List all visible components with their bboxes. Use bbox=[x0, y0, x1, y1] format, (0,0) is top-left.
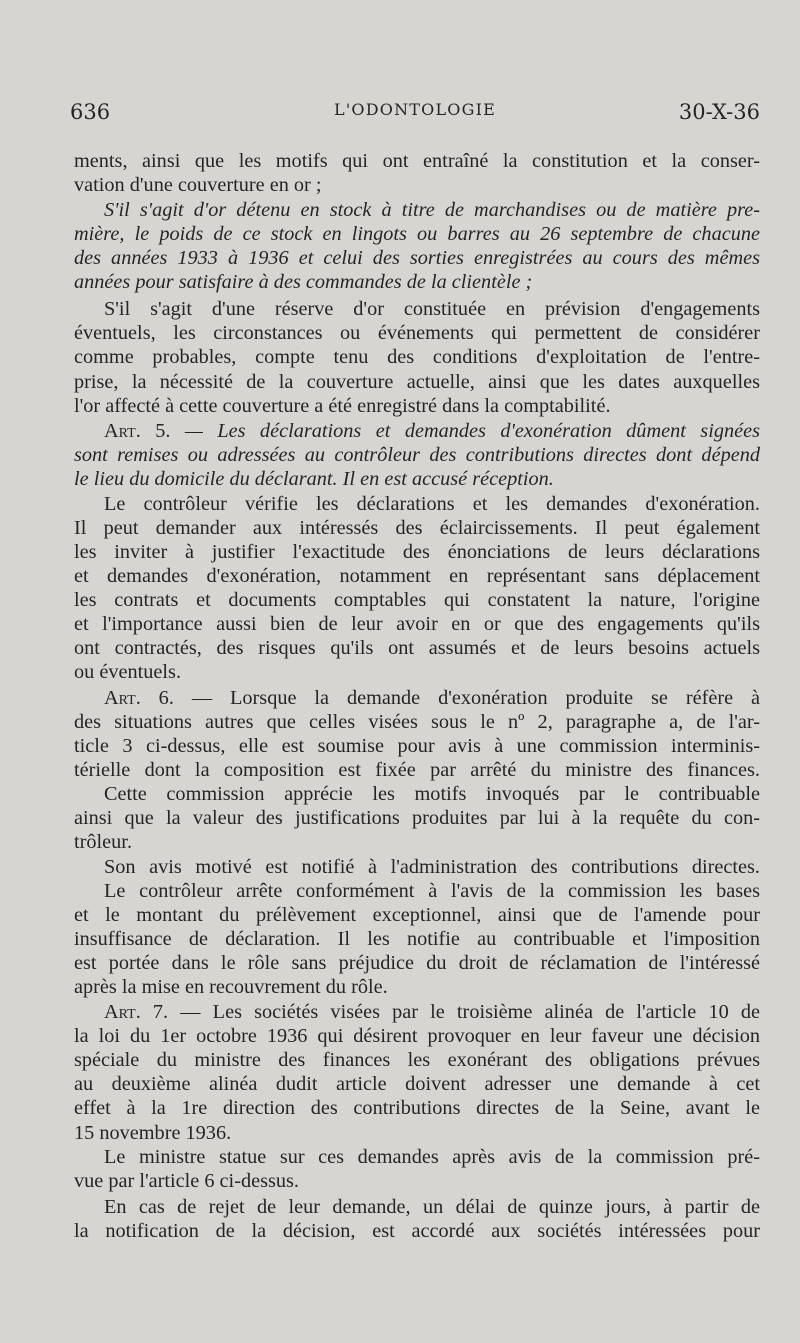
line-text: des situations autres que celles visées sous le nº 2, paragraphe a, de l'ar- bbox=[74, 711, 760, 733]
line-text: l'or affecté à cette couverture a été enregistré dans la comptabilité. bbox=[74, 395, 611, 417]
line-text: la notification de la décision, est accordé aux sociétés intéressées pour bbox=[74, 1220, 760, 1242]
text-line bbox=[74, 1096, 760, 1120]
text-line bbox=[74, 927, 760, 951]
line-text: et demandes d'exonération, notamment en représentant sans déplacement bbox=[74, 565, 760, 587]
text-line bbox=[74, 564, 760, 588]
text-line bbox=[74, 1072, 760, 1096]
text-line bbox=[104, 686, 760, 710]
text-line bbox=[104, 198, 760, 222]
line-text: mière, le poids de ce stock en lingots ou barres au 26 septembre de chacune bbox=[74, 223, 760, 245]
text-line bbox=[74, 394, 760, 418]
line-text: S'il s'agit d'or détenu en stock à titre de marchandises ou de matière pre- bbox=[104, 199, 760, 221]
line-text: ont contractés, des risques qu'ils ont assumés et de leurs besoins actuels bbox=[74, 637, 760, 659]
text-line bbox=[74, 975, 760, 999]
journal-title: L'ODONTOLOGIE bbox=[334, 100, 496, 119]
line-text: les contrats et documents comptables qui constatent la nature, l'origine bbox=[74, 589, 760, 611]
line-text: Le ministre statue sur ces demandes après avis de la commission pré- bbox=[104, 1146, 760, 1168]
text-line bbox=[104, 492, 760, 516]
line-text: prise, la nécessité de la couverture actuelle, ainsi que les dates auxquelles bbox=[74, 371, 760, 393]
line-text: ou éventuels. bbox=[74, 661, 182, 683]
text-line bbox=[74, 806, 760, 830]
article-label: Art. 6. bbox=[104, 687, 174, 709]
line-text: 15 novembre 1936. bbox=[74, 1122, 232, 1144]
text-line bbox=[74, 758, 760, 782]
text-line bbox=[74, 540, 760, 564]
page-number: 636 bbox=[70, 100, 111, 124]
line-text: spéciale du ministre des finances les exonérant des obligations prévues bbox=[74, 1049, 760, 1071]
article-label: Art. 5. bbox=[104, 420, 171, 442]
line-text: térielle dont la composition est fixée par arrêté du ministre des finances. bbox=[74, 759, 760, 781]
text-line bbox=[74, 222, 760, 246]
line-text: trôleur. bbox=[74, 831, 133, 853]
line-text: Le contrôleur arrête conformément à l'avis de la commission les bases bbox=[104, 880, 760, 902]
line-text: insuffisance de déclaration. Il les notifie au contribuable et l'imposition bbox=[74, 928, 760, 950]
text-line bbox=[104, 782, 760, 806]
line-text: après la mise en recouvrement du rôle. bbox=[74, 976, 388, 998]
line-text: — Lorsque la demande d'exonération produite se réfère à bbox=[173, 687, 760, 709]
text-line bbox=[74, 173, 760, 197]
text-line bbox=[74, 246, 760, 270]
text-line bbox=[104, 855, 760, 879]
line-text: ments, ainsi que les motifs qui ont entraîné la constitution et la conser- bbox=[74, 150, 760, 172]
line-text: ainsi que la valeur des justifications produites par lui à la requête du con- bbox=[74, 807, 760, 829]
line-text: sont remises ou adressées au contrôleur des contributions directes dont dépend bbox=[74, 444, 760, 466]
line-text: années pour satisfaire à des commandes de la clientèle ; bbox=[74, 271, 533, 293]
line-text: vation d'une couverture en or ; bbox=[74, 174, 322, 196]
line-text: est portée dans le rôle sans préjudice du droit de réclamation de l'intéressé bbox=[74, 952, 760, 974]
line-text: et le montant du prélèvement exceptionnel, ainsi que de l'amende pour bbox=[74, 904, 760, 926]
running-header bbox=[70, 100, 760, 132]
text-line bbox=[104, 1145, 760, 1169]
text-line bbox=[74, 467, 760, 491]
text-line bbox=[74, 636, 760, 660]
line-text: ticle 3 ci-dessus, elle est soumise pour avis à une commission interminis- bbox=[74, 735, 760, 757]
line-text: En cas de rejet de leur demande, un délai de quinze jours, à partir de bbox=[104, 1196, 760, 1218]
line-text: la loi du 1er octobre 1936 qui désirent provoquer en leur faveur une décision bbox=[74, 1025, 760, 1047]
line-text: Le contrôleur vérifie les déclarations et les demandes d'exonération. bbox=[104, 493, 760, 515]
line-text: au deuxième alinéa dudit article doivent adresser une demande à cet bbox=[74, 1073, 760, 1095]
line-text: Cette commission apprécie les motifs invoqués par le contribuable bbox=[104, 783, 760, 805]
line-text: Il peut demander aux intéressés des éclaircissements. Il peut également bbox=[74, 517, 760, 539]
line-text: — Les sociétés visées par le troisième alinéa de l'article 10 de bbox=[168, 1001, 760, 1023]
text-line bbox=[74, 660, 760, 684]
text-line bbox=[104, 419, 760, 443]
text-line bbox=[74, 345, 760, 369]
text-line bbox=[74, 710, 760, 734]
line-text: les inviter à justifier l'exactitude des énonciations de leurs déclarations bbox=[74, 541, 760, 563]
line-text: effet à la 1re direction des contributions directes de la Seine, avant le bbox=[74, 1097, 760, 1119]
text-line bbox=[74, 1169, 760, 1193]
line-text: S'il s'agit d'une réserve d'or constituée en prévision d'engagements bbox=[104, 298, 760, 320]
text-line bbox=[74, 1048, 760, 1072]
line-text: et l'importance aussi bien de leur avoir en or que des engagements qu'ils bbox=[74, 613, 760, 635]
line-text: comme probables, compte tenu des conditions d'exploitation de l'entre- bbox=[74, 346, 760, 368]
text-line bbox=[74, 1024, 760, 1048]
text-line bbox=[74, 951, 760, 975]
line-text: le lieu du domicile du déclarant. Il en est accusé réception. bbox=[74, 468, 554, 490]
text-line bbox=[104, 1000, 760, 1024]
text-line bbox=[74, 734, 760, 758]
text-line bbox=[74, 270, 760, 294]
line-text: vue par l'article 6 ci-dessus. bbox=[74, 1170, 299, 1192]
text-line bbox=[74, 1219, 760, 1243]
text-line bbox=[104, 879, 760, 903]
text-line bbox=[74, 321, 760, 345]
text-line bbox=[104, 1195, 760, 1219]
text-line bbox=[74, 149, 760, 173]
text-line bbox=[74, 1121, 760, 1145]
line-text: Son avis motivé est notifié à l'administration des contributions directes. bbox=[104, 856, 760, 878]
text-line bbox=[74, 588, 760, 612]
text-line bbox=[74, 830, 760, 854]
line-text: — Les déclarations et demandes d'exonération dûment signées bbox=[170, 420, 760, 442]
text-line bbox=[74, 443, 760, 467]
text-line bbox=[104, 297, 760, 321]
issue-date: 30-X-36 bbox=[678, 100, 760, 124]
text-line bbox=[74, 516, 760, 540]
text-line bbox=[74, 370, 760, 394]
line-text: des années 1933 à 1936 et celui des sorties enregistrées au cours des mêmes bbox=[74, 247, 760, 269]
line-text: éventuels, les circonstances ou événements qui permettent de considérer bbox=[74, 322, 760, 344]
text-line bbox=[74, 903, 760, 927]
text-line bbox=[74, 612, 760, 636]
article-label: Art. 7. bbox=[104, 1001, 169, 1023]
